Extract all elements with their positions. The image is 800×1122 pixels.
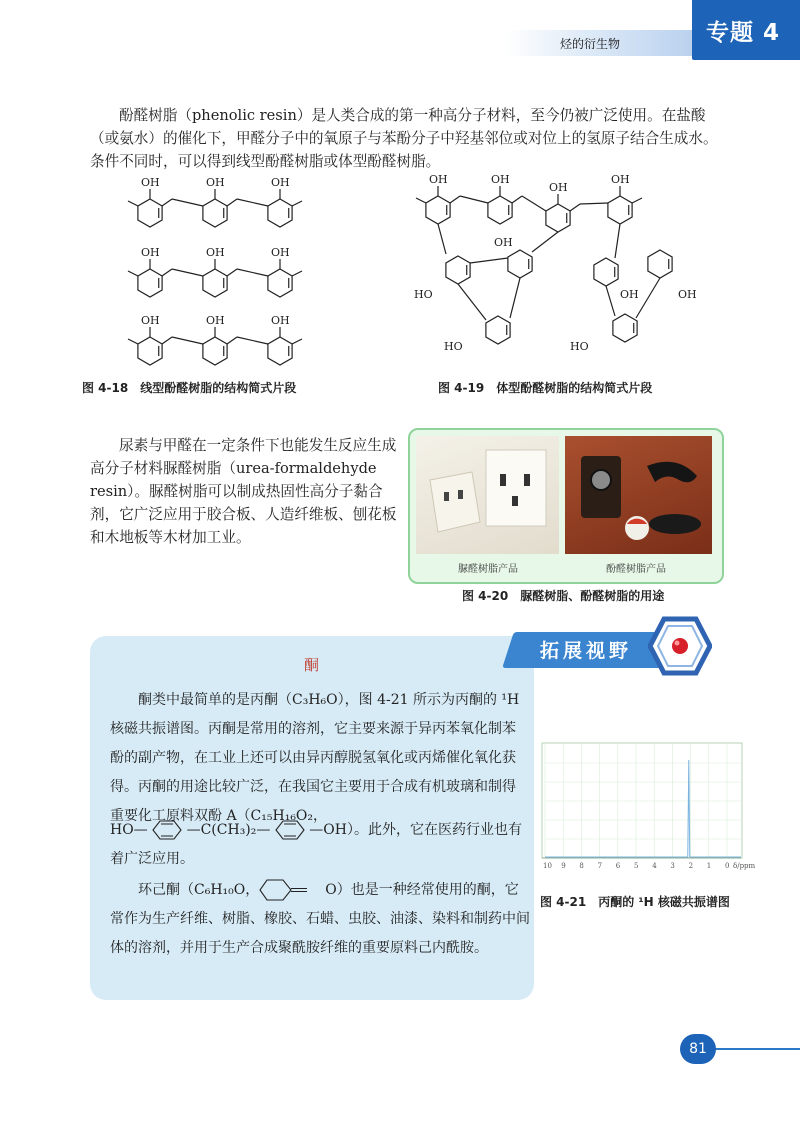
topic-tab [692,0,800,60]
oh-label: OH [549,181,568,194]
cyclohexanone-ring-icon [259,878,325,902]
nmr-tick-label: 10 [543,862,552,870]
bond [162,199,172,206]
bond [632,198,642,203]
bond [570,204,580,211]
formula-cme2: —C(CH₃)₂— [186,822,271,838]
oh-label: OH [620,288,639,301]
ho-label: HO [444,340,463,353]
oh-label: OH [429,173,448,186]
nmr-axis-unit: δ/ppm [733,862,756,870]
bond [580,203,608,204]
nmr-tick-label: 0 [725,862,730,870]
bond [416,198,426,203]
bond [128,201,138,206]
urea-resin-product-photo [416,436,559,554]
fig20-caption: 图 4-20 脲醛树脂、酚醛树脂的用途 [462,589,665,603]
oh-label: OH [206,246,225,259]
nmr-tick-label: 6 [615,862,621,870]
bond [450,196,460,203]
fig18-caption: 图 4-18 线型酚醛树脂的结构简式片段 [82,381,297,395]
ho-label: HO [570,340,589,353]
fig21-caption: 图 4-21 丙酮的 ¹H 核磁共振谱图 [540,895,730,909]
oh-label: OH [271,246,290,259]
nmr-tick-label: 5 [634,862,639,870]
bond [237,199,268,206]
cyclohexanone-rest: ）也是一种经常使用的酮，它常作为生产纤维、树脂、橡胶、石蜡、虫胶、油漆、染料和制药中间体的溶剂，并用于生产合成聚酰胺纤维的重要原料己内酰胺。 [110,882,530,956]
bond [237,269,268,276]
oh-label: OH [206,314,225,327]
bond [172,337,203,344]
urea-paragraph: 尿素与甲醛在一定条件下也能发生反应生成高分子材料脲醛树脂（urea-formaldehyde resin）。脲醛树脂可以制成热固性高分子黏合剂，它广泛应用于胶合板、人造纤维板、刨花板和木地板等木材加工业。 [90,437,397,546]
bond [470,258,508,263]
bond [292,339,302,344]
formula-ho: HO— [110,822,148,838]
nmr-tick-label: 4 [652,862,657,870]
bond [510,278,520,318]
fig19-caption: 图 4-19 体型酚醛树脂的结构简式片段 [438,381,653,395]
bisphenol-a-formula [110,816,530,867]
extension-paragraph-1: 酮类中最简单的是丙酮（C₃H₆O），图 4-21 所示为丙酮的 ¹H 核磁共振谱图。丙酮是常用的溶剂，它主要来源于异丙苯氧化制苯酚的副产物，在工业上还可以由异丙醇脱氢氧化或丙烯催化氧化获得。丙酮的用途比较广泛，在我国它主要用于合成有机玻璃和制得重要化工原料双酚 A（C₁₅H₁₆O₂， [110,692,520,824]
cyclohexanone-intro: 环己酮（C₆H₁₀O， [138,882,260,898]
oh-label: OH [678,288,697,301]
linear-phenolic-structure [112,168,332,368]
extension-paragraph-2 [110,876,530,963]
extension-hex-icon [648,616,712,676]
bond [227,337,237,344]
oh-label: OH [141,314,160,327]
bond [128,271,138,276]
nmr-tick-label: 8 [579,862,584,870]
oh-label: OH [271,314,290,327]
oh-label: OH [491,173,510,186]
bond [532,232,558,252]
bond [128,339,138,344]
benzene-ring-icon [275,819,305,841]
bond [460,196,488,203]
bond [606,286,615,316]
oh-label: OH [494,236,513,249]
bond [292,271,302,276]
bond [636,278,660,318]
extension-banner-label: 拓展视野 [540,640,633,662]
oh-label: OH [206,176,225,189]
topic-tab-label: 专题 4 [706,20,781,46]
nmr-tick-label: 3 [670,862,675,870]
intro-paragraph: 酚醛树脂（phenolic resin）是人类合成的第一种高分子材料，至今仍被广泛使用。在盐酸（或氨水）的催化下，甲醛分子中的氧原子与苯酚分子中羟基邻位或对位上的氢原子结合生成水。条件不同时，可以得到线型酚醛树脂或体型酚醛树脂。 [90,107,718,170]
oh-label: OH [141,246,160,259]
bond [172,269,203,276]
bond [615,224,620,258]
formula-tail: ）。此外，它在医药行业也有着广泛应用。 [110,822,522,867]
bond [512,196,522,203]
bond [162,337,172,344]
benzene-ring-icon [152,819,182,841]
photo1-label: 脲醛树脂产品 [458,564,518,575]
bond [237,337,268,344]
ho-label: HO [414,288,433,301]
bond [438,224,446,254]
phenolic-resin-product-photo [565,436,712,554]
photo2-label: 酚醛树脂产品 [606,564,666,575]
nmr-tick-label: 7 [597,862,603,870]
formula-oh: —OH [309,822,347,838]
nmr-tick-label: 2 [688,862,694,870]
nmr-tick-label: 1 [706,862,712,870]
acetone-nmr-spectrum [541,742,763,878]
nmr-tick-label: 9 [561,862,566,870]
bond [522,196,546,211]
bond [227,199,237,206]
bond [292,201,302,206]
cyclohexanone-o: O [325,882,337,898]
oh-label: OH [141,176,160,189]
bond [227,269,237,276]
oh-label: OH [271,176,290,189]
extension-title: 酮 [304,656,320,674]
bond [162,269,172,276]
header-section-title: 烃的衍生物 [560,37,621,51]
network-phenolic-structure [410,168,720,363]
oh-label: OH [611,173,630,186]
page-number: 81 [680,1034,716,1064]
bond [458,284,486,320]
bond [172,199,203,206]
